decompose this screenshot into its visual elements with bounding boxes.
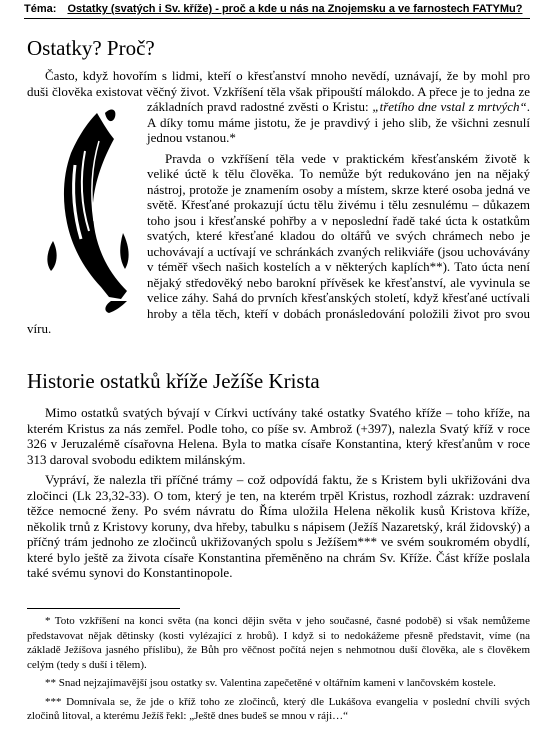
section1-body <box>27 68 530 337</box>
creed-quote: „třetího dne vstal z mrtvých“ <box>372 99 527 114</box>
reliquary-illustration <box>15 101 145 316</box>
footnote-2: ** Snad nejzajímavější jsou ostatky sv. Valentina zapečetěné v oltářním kameni v lančovském kostele. <box>45 677 496 689</box>
section2-title: Historie ostatků kříže Ježíše Krista <box>27 369 320 393</box>
section1-title: Ostatky? Proč? <box>27 36 155 60</box>
section1-paragraph-1 <box>27 68 530 146</box>
footnotes <box>27 614 530 724</box>
footnote-divider <box>27 608 180 609</box>
header-label: Téma: <box>24 3 57 15</box>
section2-paragraph-2: Vypráví, že nalezla tři příčné trámy – což odpovídá faktu, že s Kristem byli ukřižováni dva zločinci (Lk 23,32-33). O tom, který je ten, na kterém trpěl Kristus, rozhodl zázrak: uzdravení těžce nemocné ženy. Po svém návratu do Říma uložila Helena několik kusů Kristova kříže, několik trnů z Kristovy koruny, dva hřeby, tabulku s nápisem (Ježíš Nazaretský, král židovský) a příčný trám jednoho ze zločinců ukřižovaných spolu s Ježíšem*** ve svém soukromém obydlí, které bylo ještě za života císaře Konstantina přeměněno na chrám Sv. Kříže. Část kříže poslala také svému synovi do Konstantinopole. <box>27 472 530 580</box>
section2-paragraph-1: Mimo ostatků svatých bývají v Církvi uctívány také ostatky Svatého kříže – toho kříže, na kterém Kristus za nás zemřel. Podle toho, co píše sv. Ambrož (+397), nalezla Svatý kříž v roce 326 v Jeruzalémě císařovna Helena. Byla to matka císaře Konstantina, který křesťanům v roce 313 daroval svobodu ediktem milánským. <box>27 405 530 467</box>
header-topic: Ostatky (svatých i Sv. kříže) - proč a kde u nás na Znojemsku a ve farnostech FATYMu? <box>67 3 523 15</box>
section1-paragraph-2: Pravda o vzkříšení těla vede v praktickém křesťanském životě k veliké úctě k tělu člověka. To nemůže být redukováno jen na nějaký nástroj, protože je znamením osoby a místem, skrze které osoba jedná ve světě. Křesťané prokazují úctu tělu živému i tělu zesnulému – důkazem toho jsou i křesťanské pohřby a v neposlední řadě také úcta k ostatkům svatých, které křesťané kladou do oltářů ve svých chrámech nebo je uchovávají a uctívají ve schránkách zvaných relikviáře (jsou uchovávány v téměř všech našich kostelích a v některých kaplích**). Tato úcta není nějaký středověký nebo barokní přívěsek ke křesťanství, ale vyvinula se velice záhy. Sahá do prvních křesťanských století, když křesťané uctívali hroby a těla těch, kteří v dobách pronásledování položili život pro svou víru. <box>27 150 530 336</box>
topic-header <box>24 2 530 19</box>
section1-p1-text-end: . A díky tomu máme jistotu, že je pravdivý i jeho slib, že všichni zesnulí jednou vstanou.* <box>147 99 530 145</box>
section1-p1-text: Často, když hovořím s lidmi, kteří o křesťanství mnoho nevědí, uznávají, že by mohl pro duši člověka existovat věčný život. Vzkříšení těla však připouští málokdo. A přece je to jedna ze základních pravd radostné zvěsti o Kristu: <box>27 68 530 114</box>
footnote-3: *** Domnívala se, že jde o kříž toho ze zločinců, který dle Lukášova evangelia v poslední chvíli svých zločinů litoval, a kterému Ježíš řekl: „Ještě dnes budeš se mnou v ráji…“ <box>27 695 530 722</box>
section2-body <box>27 405 530 581</box>
footnote-1: * Toto vzkříšení na konci světa (na konci dějin světa v jeho současné, časné podobě) si však nemůžeme představovat nějak dětinsky (kosti vylézající z hrobů). I když si to nedokážeme přesně představit, víme (na základě Ježíšova jasného příslibu), že Bůh pro věčnost počítá nejen s nehmotnou duší člověka, ale s člověkem celým (tedy s duší i tělem). <box>27 615 530 671</box>
